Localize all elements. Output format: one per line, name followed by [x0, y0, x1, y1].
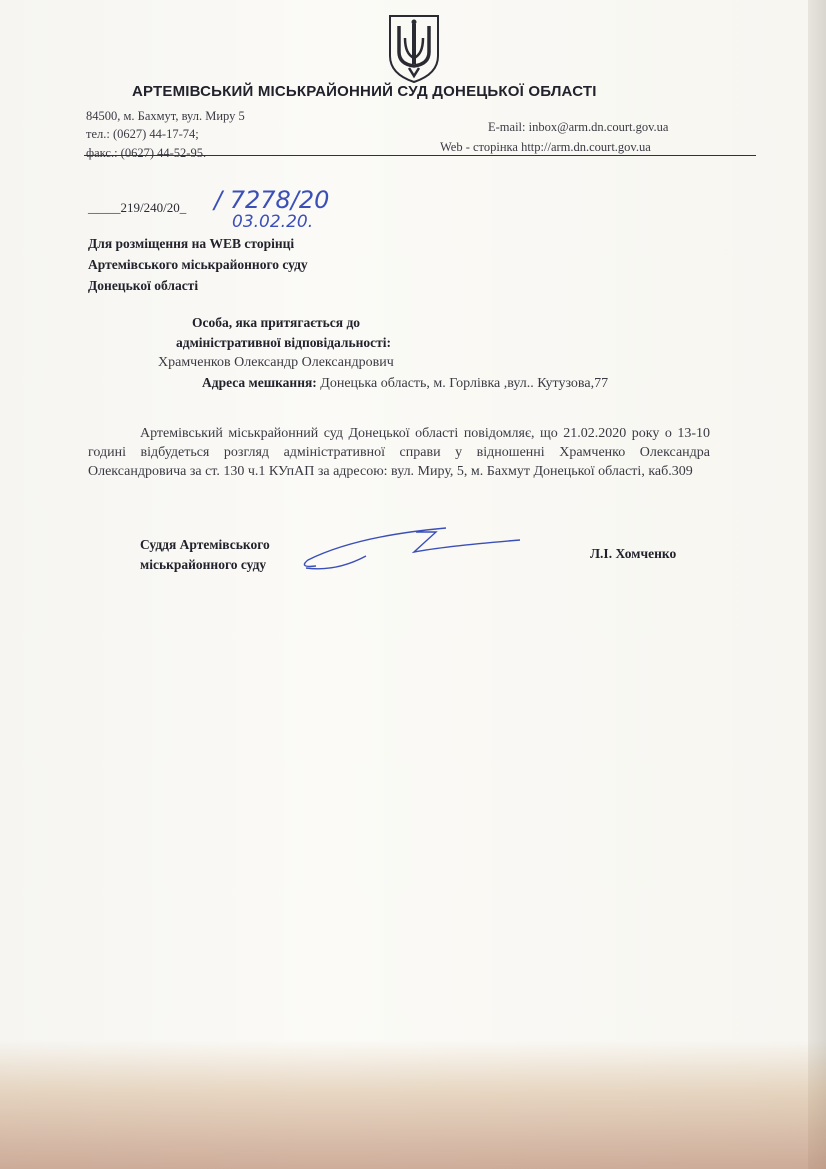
judge-name: Л.І. Хомченко	[590, 546, 677, 561]
person-name: Храмченков Олександр Олександрович	[158, 355, 394, 370]
page-edge-shadow	[808, 0, 826, 1169]
notice-text: Артемівський міськрайонний суд Донецької області повідомляє, що 21.02.2020 року о 13-10 годині відбудеться розгляд адміністративної справи у відношенні Храмченко Олександра Олександровича за ст. 130 ч.1 КУпАП за адресою: вул. Миру, 5, м. Бахмут Донецької області, каб.309	[88, 426, 710, 479]
court-email: E-mail: inbox@arm.dn.court.gov.ua	[488, 120, 669, 134]
recipient-line3: Донецької області	[88, 278, 199, 293]
judge-title1: Суддя Артемівського	[140, 537, 270, 552]
recipient-line2: Артемівського міськрайонного суду	[88, 257, 308, 272]
handwritten-number: / 7278/20	[214, 186, 330, 214]
person-address	[202, 375, 608, 392]
judge-title2: міськрайонного суду	[140, 557, 267, 572]
court-address: 84500, м. Бахмут, вул. Миру 5	[86, 109, 245, 123]
judge-signature	[296, 522, 526, 578]
address-value: Донецька область, м. Горлівка ,вул.. Кутузова,77	[320, 376, 609, 391]
court-web: Web - сторінка http://arm.dn.court.gov.ua	[440, 140, 651, 154]
court-phone: тел.: (0627) 44-17-74;	[86, 127, 199, 141]
notice-paragraph	[88, 424, 710, 481]
handwritten-date: 03.02.20.	[232, 212, 314, 232]
outgoing-reference: _____219/240/20_	[88, 200, 187, 215]
coat-of-arms-icon	[387, 12, 441, 84]
recipient-line1: Для розміщення на WEB сторінці	[88, 236, 295, 251]
scan-bottom-stain	[0, 1040, 826, 1169]
header-rule	[84, 155, 756, 156]
court-fax: факс.: (0627) 44-52-95.	[86, 146, 207, 160]
person-heading2: адміністративної відповідальності:	[176, 335, 392, 350]
person-heading1: Особа, яка притягається до	[192, 315, 361, 330]
address-label: Адреса мешкання:	[202, 375, 317, 390]
court-title: АРТЕМІВСЬКИЙ МІСЬКРАЙОННИЙ СУД ДОНЕЦЬКОЇ ОБЛАСТІ	[132, 83, 597, 100]
